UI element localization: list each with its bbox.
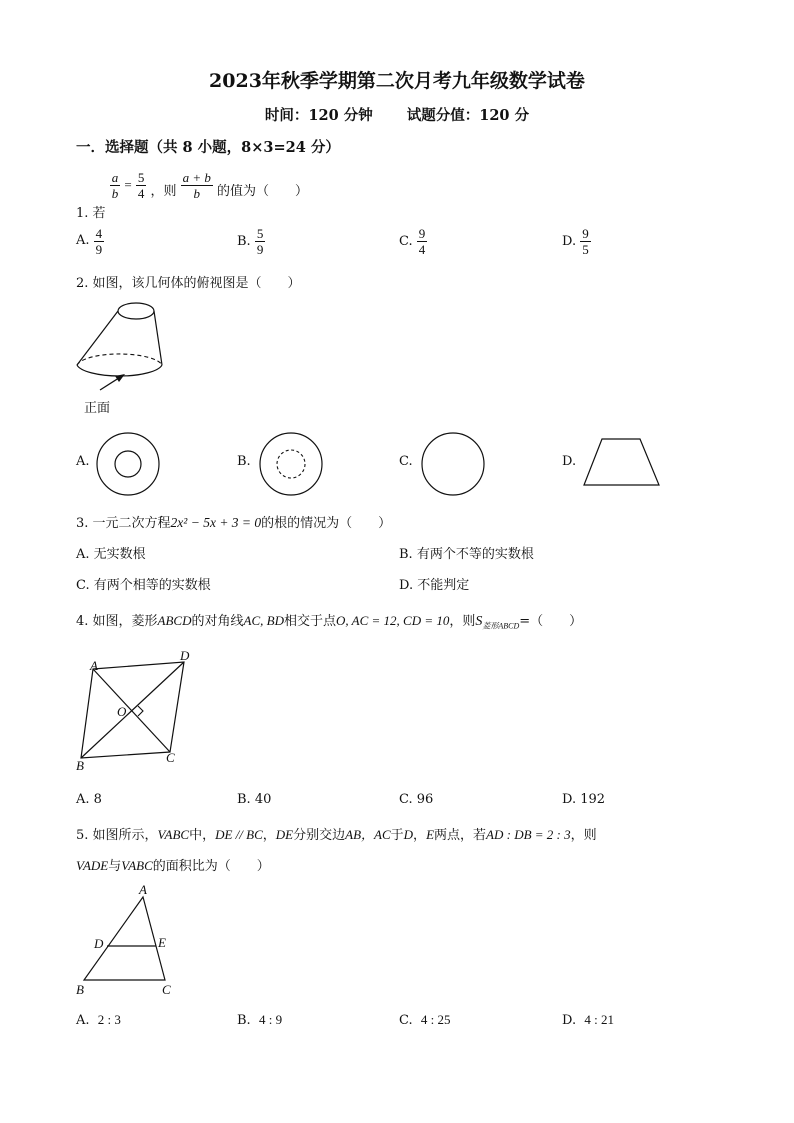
option-fraction bbox=[580, 226, 591, 257]
option-label: A. bbox=[76, 792, 90, 807]
option-label: A. bbox=[76, 1013, 90, 1028]
q2-option-d-figure[interactable] bbox=[582, 437, 662, 489]
option-label: D. bbox=[562, 792, 577, 807]
option-value: 2 : 3 bbox=[97, 1012, 121, 1027]
outer-circle bbox=[97, 433, 159, 495]
option-label: B. bbox=[237, 792, 251, 807]
section-heading: 一．选择题（共 8 小题，8×3=24 分） bbox=[76, 139, 340, 156]
q5-part: 中， bbox=[189, 828, 216, 843]
q5-triangle-abc: VABC bbox=[157, 827, 190, 842]
q2-option-c-figure[interactable] bbox=[420, 431, 486, 497]
option-value: 4 : 21 bbox=[584, 1012, 614, 1027]
frac-numerator: a + b bbox=[182, 170, 211, 185]
q4-part: 相交于点 bbox=[283, 614, 336, 629]
q5-part: ，则 bbox=[570, 828, 597, 843]
q5-de: DE bbox=[275, 827, 294, 842]
option-value: 40 bbox=[254, 792, 272, 807]
q2-option-b-figure[interactable] bbox=[258, 431, 324, 497]
option-fraction bbox=[417, 226, 428, 257]
q3-option-d[interactable]: D. 不能判定 bbox=[399, 578, 470, 593]
exam-time: 时间：120 分钟 bbox=[264, 107, 373, 124]
frac-numerator: 4 bbox=[95, 226, 103, 241]
q4-part: 4. 如图，菱形 bbox=[76, 614, 158, 629]
q4-option-d[interactable] bbox=[562, 792, 605, 807]
page-title: 2023年秋季学期第二次月考九年级数学试卷 bbox=[209, 70, 585, 92]
q5-part: ， bbox=[262, 828, 276, 843]
frac-numerator: a bbox=[111, 170, 119, 185]
right-angle-mark bbox=[138, 706, 143, 716]
q1-then: ，则 bbox=[150, 184, 177, 199]
q5-triangle-ade: VADE bbox=[76, 858, 109, 873]
q5-sides: AB，AC bbox=[345, 827, 391, 842]
q5-part: 分别交边 bbox=[293, 828, 346, 843]
q2-option-a-figure[interactable] bbox=[95, 431, 161, 497]
q4-abcd: ABCD bbox=[157, 613, 192, 628]
option-value: 192 bbox=[580, 792, 606, 807]
q5-part: ， bbox=[413, 828, 427, 843]
q5-option-b[interactable] bbox=[237, 1012, 282, 1028]
q4-label-d: D bbox=[180, 648, 190, 663]
frustum-base-back-dashed bbox=[77, 354, 162, 365]
q1-option-b[interactable] bbox=[237, 226, 265, 257]
question-5-line-2 bbox=[76, 855, 270, 874]
q3-option-c[interactable]: C. 有两个相等的实数根 bbox=[76, 578, 211, 593]
q2-option-b-label[interactable]: B. bbox=[237, 454, 251, 469]
q4-label-b: B bbox=[76, 758, 84, 773]
q1-cond-frac-a bbox=[110, 170, 121, 201]
q4-option-b[interactable] bbox=[237, 792, 271, 807]
option-label: B. bbox=[237, 234, 251, 249]
q5-part: 5. 如图所示， bbox=[76, 828, 158, 843]
q5-label-c: C bbox=[162, 982, 171, 997]
exam-info bbox=[0, 104, 794, 125]
q1-option-c[interactable] bbox=[399, 226, 427, 257]
frustum-right-edge bbox=[154, 311, 162, 365]
option-fraction bbox=[94, 226, 105, 257]
frac-denominator: 4 bbox=[418, 242, 426, 257]
outer-circle bbox=[260, 433, 322, 495]
question-5-line-1 bbox=[76, 824, 597, 843]
inner-circle bbox=[115, 451, 141, 477]
question-4-stem bbox=[76, 610, 582, 632]
q1-option-a[interactable] bbox=[76, 226, 104, 257]
q5-point-e: E bbox=[426, 827, 435, 842]
q4-area-symbol: S bbox=[475, 614, 483, 629]
q5-part: 于 bbox=[390, 828, 404, 843]
q4-part: ，则 bbox=[449, 614, 476, 629]
frac-numerator: 9 bbox=[582, 226, 589, 241]
question-1-stem bbox=[76, 170, 309, 221]
frac-numerator: 5 bbox=[137, 170, 145, 185]
q3-option-b[interactable]: B. 有两个不等的实数根 bbox=[399, 547, 534, 562]
q3-option-a[interactable]: A. 无实数根 bbox=[76, 547, 146, 562]
q5-option-d[interactable] bbox=[562, 1012, 614, 1028]
option-label: C. bbox=[399, 792, 413, 807]
q2-option-c-label[interactable]: C. bbox=[399, 454, 413, 469]
q5-parallel: DE // BC bbox=[215, 827, 263, 842]
q5-label-a: A bbox=[139, 882, 147, 897]
frac-denominator: b bbox=[111, 186, 119, 201]
frac-denominator: b bbox=[193, 186, 200, 201]
q1-cond-frac-b bbox=[136, 170, 147, 201]
q1-option-d[interactable] bbox=[562, 226, 591, 257]
option-label: B. bbox=[237, 1013, 251, 1028]
q5-label-d: D bbox=[94, 936, 104, 951]
frac-denominator: 4 bbox=[137, 186, 145, 201]
q4-diagonals: AC, BD bbox=[243, 613, 284, 628]
option-value: 4 : 25 bbox=[420, 1012, 451, 1027]
frac-numerator: 5 bbox=[256, 226, 264, 241]
q5-triangle-abc: VABC bbox=[121, 858, 153, 873]
q2-option-d-label[interactable]: D. bbox=[562, 454, 577, 469]
q5-ratio: AD : DB = 2 : 3 bbox=[486, 827, 571, 842]
frac-numerator: 9 bbox=[418, 226, 426, 241]
q5-part: 与 bbox=[108, 859, 122, 874]
option-label: D. bbox=[562, 234, 577, 249]
q4-condition: O, AC = 12, CD = 10 bbox=[335, 613, 450, 628]
q5-part: 的面积比为（ ） bbox=[152, 859, 270, 874]
option-value: 8 bbox=[93, 792, 102, 807]
q4-label-c: C bbox=[166, 750, 175, 765]
frustum-left-edge bbox=[77, 311, 118, 365]
q5-option-a[interactable] bbox=[76, 1012, 121, 1028]
q5-label-b: B bbox=[76, 982, 84, 997]
inner-dashed-circle bbox=[277, 450, 305, 478]
q4-label-a: A bbox=[90, 658, 98, 673]
frac-denominator: 9 bbox=[95, 242, 103, 257]
frustum-base-front bbox=[77, 365, 162, 376]
q1-tail: 的值为（ ） bbox=[217, 184, 309, 199]
q3-prefix: 3. 一元二次方程 bbox=[76, 516, 171, 531]
option-label: C. bbox=[399, 234, 413, 249]
question-3-stem bbox=[76, 512, 391, 531]
q2-option-a-label[interactable]: A. bbox=[76, 454, 90, 469]
trapezoid bbox=[584, 439, 659, 485]
single-circle bbox=[422, 433, 484, 495]
front-arrow-head bbox=[115, 374, 125, 382]
frac-denominator: 9 bbox=[256, 242, 264, 257]
q1-expr-frac bbox=[181, 170, 213, 201]
q5-part: 两点，若 bbox=[434, 828, 487, 843]
q3-suffix: 的根的情况为（ ） bbox=[261, 516, 392, 531]
q4-option-a[interactable] bbox=[76, 792, 102, 807]
q5-option-c[interactable] bbox=[399, 1012, 451, 1028]
diagonal-bd bbox=[81, 662, 184, 758]
q1-eq-sign: = bbox=[124, 177, 132, 192]
option-value: 4 : 9 bbox=[258, 1012, 283, 1027]
option-value: 96 bbox=[416, 792, 434, 807]
front-view-label: 正面 bbox=[84, 401, 111, 416]
q5-label-e: E bbox=[158, 935, 166, 950]
q5-point-d: D bbox=[403, 827, 414, 842]
q3-equation: 2x² − 5x + 3 = 0 bbox=[170, 515, 262, 530]
option-fraction bbox=[255, 226, 266, 257]
option-label: D. bbox=[562, 1013, 577, 1028]
q1-number: 1. 若 bbox=[76, 206, 106, 221]
question-2-stem: 2. 如图，该几何体的俯视图是（ ） bbox=[76, 276, 301, 291]
exam-score: 试题分值：120 分 bbox=[406, 107, 530, 124]
q4-label-o: O bbox=[117, 704, 127, 719]
q4-option-c[interactable] bbox=[399, 792, 433, 807]
option-label: A. bbox=[76, 233, 90, 248]
q4-part: 的对角线 bbox=[191, 614, 244, 629]
q4-part: =（ ） bbox=[519, 614, 583, 629]
frustum-figure bbox=[70, 298, 170, 388]
frustum-top-ellipse bbox=[118, 303, 154, 319]
frac-denominator: 5 bbox=[582, 242, 589, 257]
option-label: C. bbox=[399, 1013, 413, 1028]
q4-area-subscript: 菱形ABCD bbox=[482, 621, 520, 631]
